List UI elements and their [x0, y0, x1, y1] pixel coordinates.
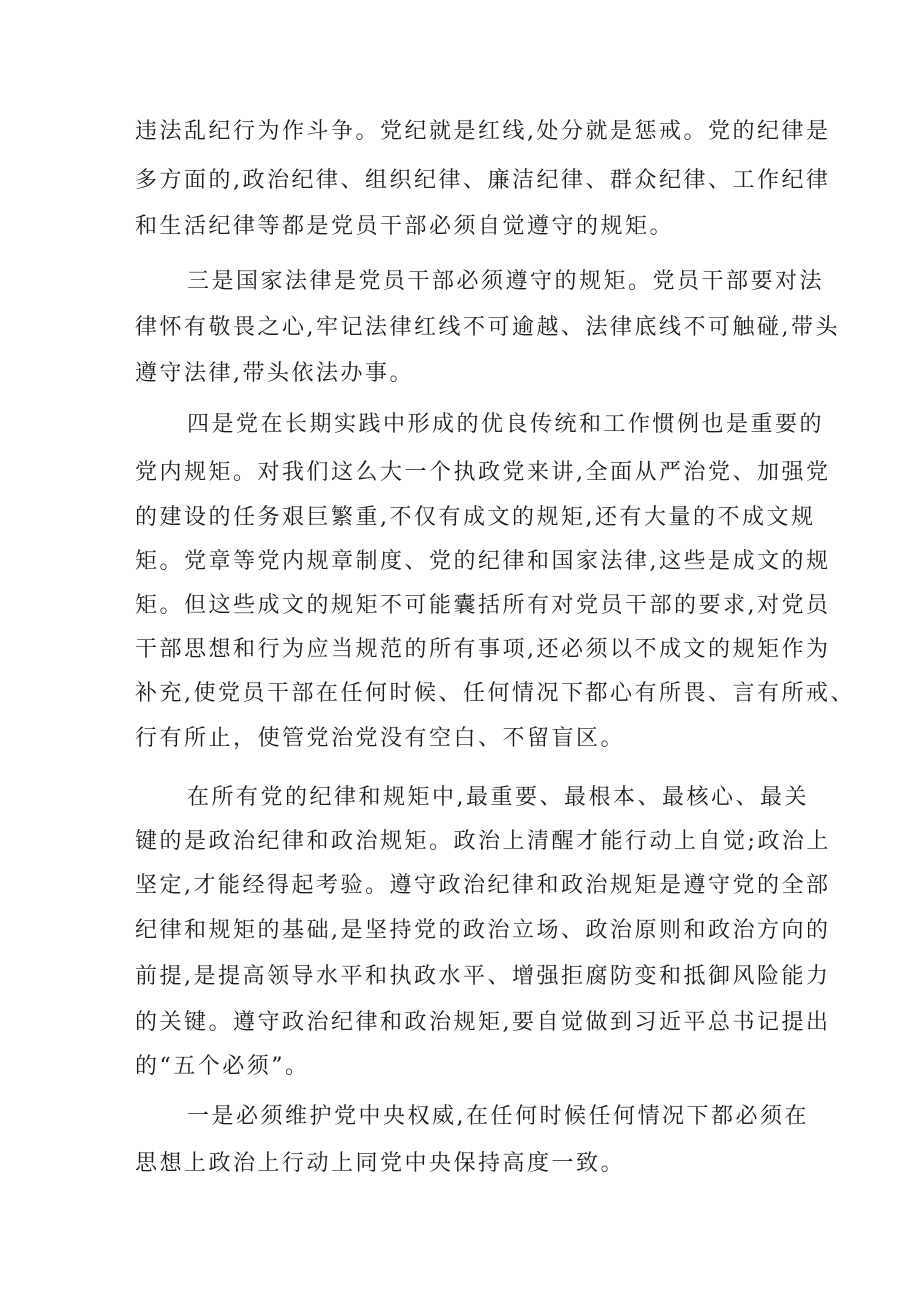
text-line: 的建设的任务艰巨繁重,不仅有成文的规矩,还有大量的不成文规	[135, 505, 816, 530]
text-line: 违法乱纪行为作斗争。党纪就是红线,处分就是惩戒。党的纪律是	[135, 119, 831, 144]
text-line: 补充,使党员干部在任何时候、任何情况下都心有所畏、言有所戒、	[135, 681, 855, 706]
text-line: 在所有党的纪律和规矩中,最重要、最根本、最核心、最关	[187, 785, 809, 810]
text-line: 和生活纪律等都是党员干部必须自觉遵守的规矩。	[135, 214, 675, 239]
text-line: 纪律和规矩的基础,是坚持党的政治立场、政治原则和政治方向的	[135, 918, 831, 943]
text-line: 前提,是提高领导水平和执政水平、增强拒腐防变和抵御风险能力	[135, 964, 831, 989]
text-line: 遵守法律,带头依法办事。	[135, 361, 414, 386]
text-line: 矩。党章等党内规章制度、党的纪律和国家法律,这些是成文的规	[135, 549, 831, 574]
text-line: 四是党在长期实践中形成的优良传统和工作惯例也是重要的	[187, 412, 825, 437]
text-line: 三是国家法律是党员干部必须遵守的规矩。党员干部要对法	[187, 269, 825, 294]
text-line: 干部思想和行为应当规范的所有事项,还必须以不成文的规矩作为	[135, 637, 831, 662]
text-line: 键的是政治纪律和政治规矩。政治上清醒才能行动上自觉;政治上	[135, 829, 831, 854]
text-line: 坚定,才能经得起考验。遵守政治纪律和政治规矩是遵守党的全部	[135, 873, 831, 898]
text-line: 的“五个必须”。	[135, 1054, 310, 1079]
text-line: 一是必须维护党中央权威,在任何时候任何情况下都必须在	[187, 1104, 809, 1129]
text-line: 律怀有敬畏之心,牢记法律红线不可逾越、法律底线不可触碰,带头	[135, 315, 840, 340]
text-line: 的关键。遵守政治纪律和政治规矩,要自觉做到习近平总书记提出	[135, 1010, 831, 1035]
text-line: 矩。但这些成文的规矩不可能囊括所有对党员干部的要求,对党员	[135, 593, 831, 618]
text-line: 行有所止，使管党治党没有空白、不留盲区。	[135, 726, 626, 751]
text-line: 思想上政治上行动上同党中央保持高度一致。	[135, 1151, 626, 1176]
text-line: 多方面的,政治纪律、组织纪律、廉洁纪律、群众纪律、工作纪律	[135, 168, 831, 193]
text-line: 党内规矩。对我们这么大一个执政党来讲,全面从严治党、加强党	[135, 460, 831, 485]
